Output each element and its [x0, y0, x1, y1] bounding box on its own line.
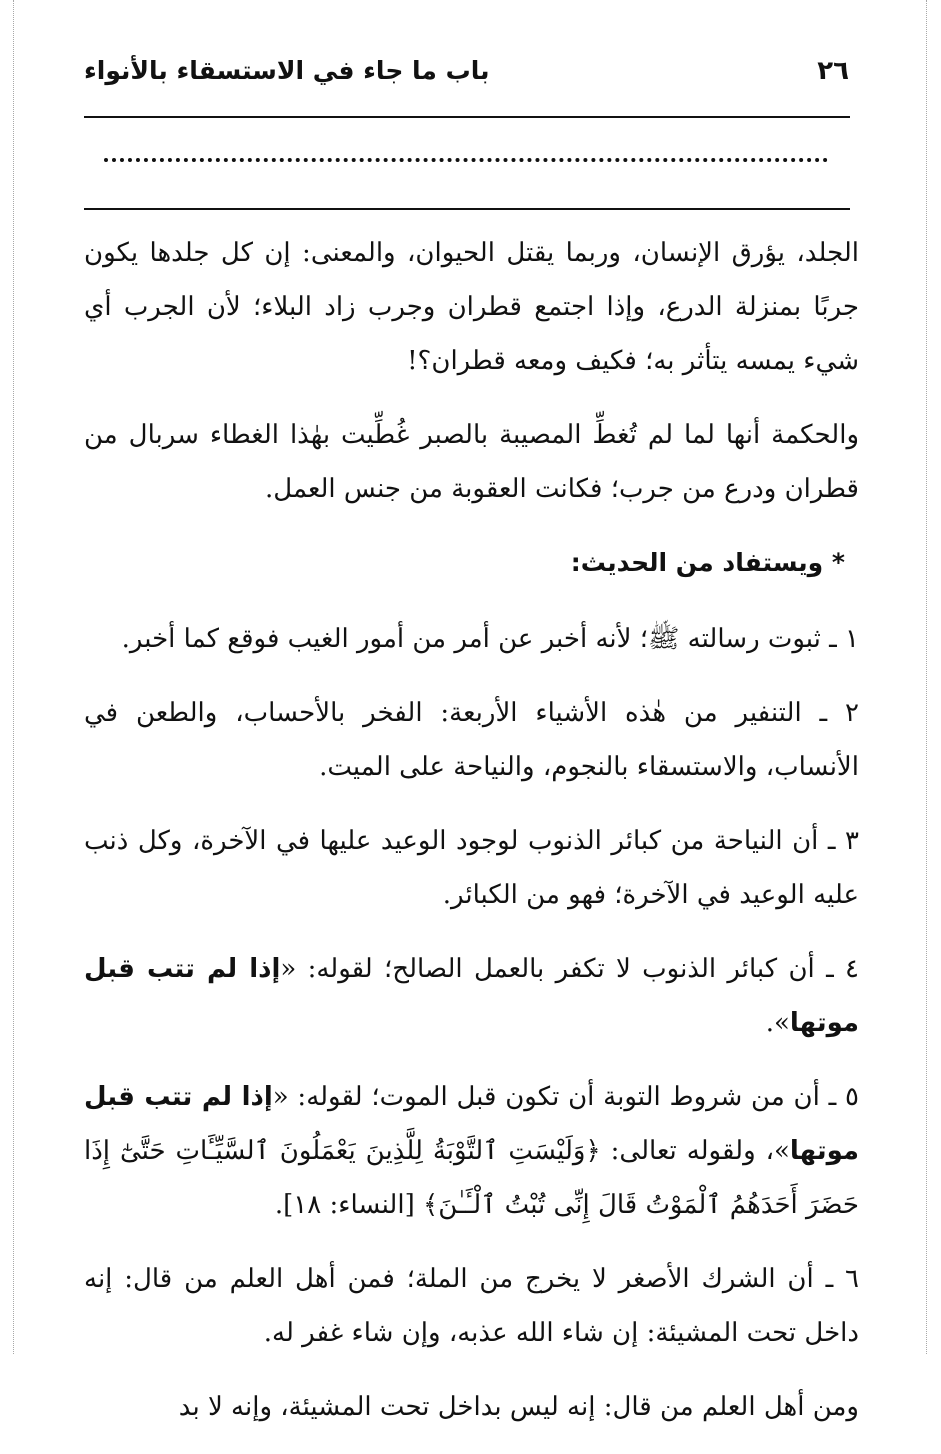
benefit-item-5: [84, 1070, 859, 1232]
scan-guide-line: [926, 0, 927, 1354]
chapter-title: باب ما جاء في الاستسقاء بالأنواء: [84, 56, 490, 85]
body-top-rule: [84, 208, 850, 210]
hadith-quote: إذا لم تتب قبل موتها: [84, 954, 859, 1038]
benefit-item-2: ٢ ـ التنفير من هٰذه الأشياء الأربعة: الفخر بالأحساب، والطعن في الأنساب، والاستسقاء بالنجوم، والنياحة على الميت.: [84, 698, 859, 782]
section-heading: * ويستفاد من الحديث:: [570, 548, 845, 577]
benefit-item-4: [84, 942, 859, 1050]
paragraph: والحكمة أنها لما لم تُغطِّ المصيبة بالصبر غُطِّيت بهٰذا الغطاء سربال من قطران ودرع من جرب؛ فكانت العقوبة من جنس العمل.: [84, 420, 859, 504]
header-rule: [84, 116, 850, 118]
hadith-quote: إذا لم تتب قبل موتها: [84, 1082, 859, 1166]
scan-guide-line: [13, 0, 14, 1354]
benefit-item-1: ١ ـ ثبوت رسالته ﷺ؛ لأنه أخبر عن أمر من أمور الغيب فوقع كما أخبر.: [121, 624, 859, 654]
item-text: »، ولقوله تعالى:: [600, 1136, 790, 1166]
dotted-separator: [104, 158, 828, 162]
benefit-item-6: ٦ ـ أن الشرك الأصغر لا يخرج من الملة؛ فمن أهل العلم من قال: إنه داخل تحت المشيئة: إن شاء الله عذبه، وإن شاء غفر له.: [84, 1264, 859, 1348]
quran-verse: ﴿وَلَيْسَتِ ٱلتَّوْبَةُ لِلَّذِينَ يَعْمَلُونَ ٱلسَّيِّـَٔاتِ حَتَّىٰٓ إِذَا حَضَرَ أَحَدَهُمُ ٱلْمَوْتُ قَالَ إِنِّى تُبْتُ ٱلْـَٔـٰنَ﴾: [84, 1136, 859, 1220]
verse-reference: [النساء: ١٨].: [274, 1190, 423, 1220]
paragraph: الجلد، يؤرق الإنسان، وربما يقتل الحيوان، والمعنى: إن كل جلدها يكون جربًا بمنزلة الدرع، وإذا اجتمع قطران وجرب زاد البلاء؛ لأن الجرب أي شيء يمسه يتأثر به؛ فكيف ومعه قطران؟!: [84, 238, 859, 376]
item-text: ».: [765, 1008, 790, 1038]
page-number: ٢٦: [817, 56, 849, 86]
benefit-item-3: ٣ ـ أن النياحة من كبائر الذنوب لوجود الوعيد عليها في الآخرة، وكل ذنب عليه الوعيد في الآخرة؛ فهو من الكبائر.: [84, 826, 859, 910]
running-header: [84, 56, 849, 102]
body-text: [84, 226, 859, 1454]
item-text: ٥ ـ أن من شروط التوبة أن تكون قبل الموت؛ لقوله: «: [272, 1082, 859, 1112]
item-text: ٤ ـ أن كبائر الذنوب لا تكفر بالعمل الصالح؛ لقوله: «: [280, 954, 859, 984]
paragraph: ومن أهل العلم من قال: إنه ليس بداخل تحت المشيئة، وإنه لا بد: [178, 1392, 859, 1422]
